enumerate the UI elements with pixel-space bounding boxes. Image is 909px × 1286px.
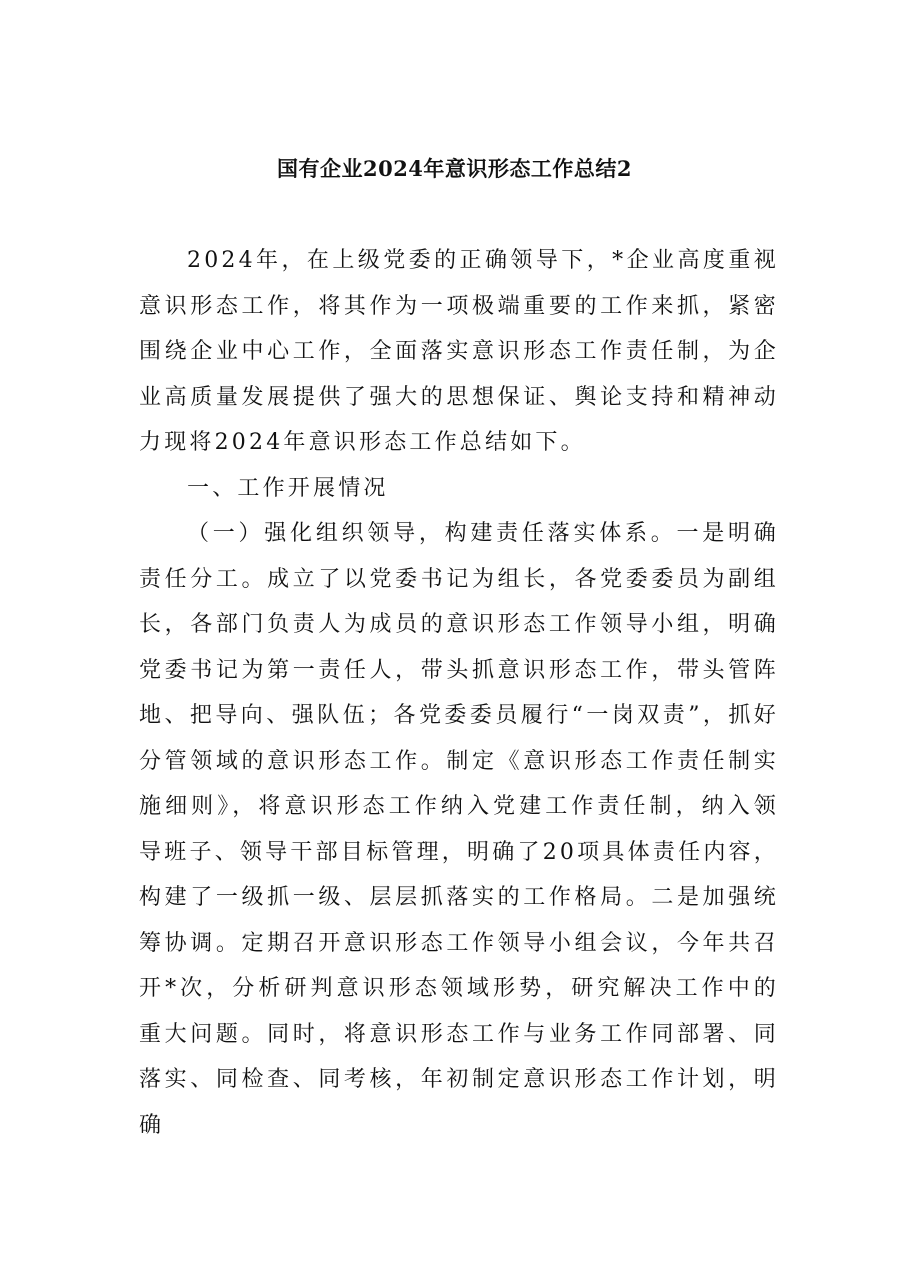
document-body	[139, 238, 779, 1148]
document-title: 国有企业2024年意识形态工作总结2	[276, 156, 633, 181]
section-paragraph-organization-leadership: （一）强化组织领导，构建责任落实体系。一是明确责任分工。成立了以党委书记为组长，各党委委员为副组长，各部门负责人为成员的意识形态工作领导小组，明确党委书记为第一责任人，带头抓意识形态工作，带头管阵地、把导向、强队伍；各党委委员履行“一岗双责”，抓好分管领域的意识形态工作。制定《意识形态工作责任制实施细则》，将意识形态工作纳入党建工作责任制，纳入领导班子、领导干部目标管理，明确了20项具体责任内容，构建了一级抓一级、层层抓落实的工作格局。二是加强统筹协调。定期召开意识形态工作领导小组会议，今年共召开*次，分析研判意识形态领域形势，研究解决工作中的重大问题。同时，将意识形态工作与业务工作同部署、同落实、同检查、同考核，年初制定意识形态工作计划，明确	[139, 521, 779, 1138]
intro-paragraph: 2024年，在上级党委的正确领导下，*企业高度重视意识形态工作，将其作为一项极端重要的工作来抓，紧密围绕企业中心工作，全面落实意识形态工作责任制，为企业高质量发展提供了强大的思想保证、舆论支持和精神动力现将2024年意识形态工作总结如下。	[139, 248, 779, 455]
section-heading-work-progress: 一、工作开展情况	[187, 475, 389, 501]
